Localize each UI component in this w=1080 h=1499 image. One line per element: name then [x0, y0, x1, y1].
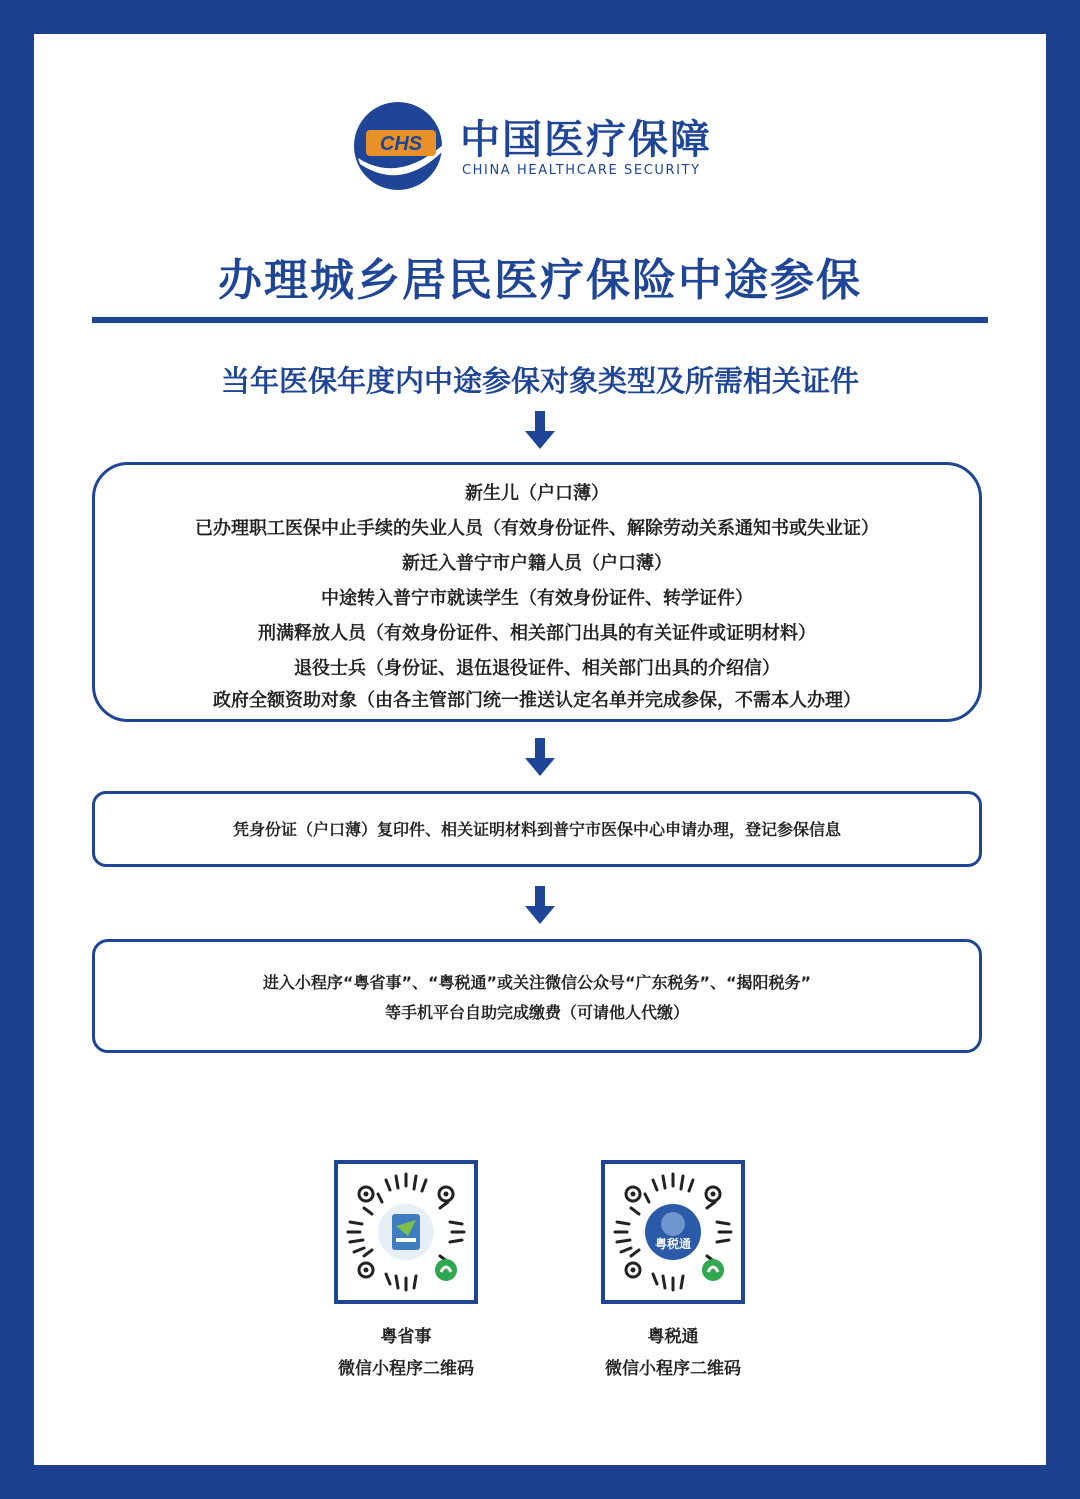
eligible-item-students: 中途转入普宁市就读学生（有效身份证件、转学证件）	[321, 588, 753, 609]
page-title: 办理城乡居民医疗保险中途参保	[218, 255, 862, 306]
logo-chinese-name: 中国医疗保障	[460, 117, 712, 163]
chs-emblem-text: CHS	[379, 133, 423, 155]
qr-pattern-icon	[605, 1164, 741, 1300]
eligible-item-unemployed: 已办理职工医保中止手续的失业人员（有效身份证件、解除劳动关系通知书或失业证）	[195, 518, 879, 539]
qr-center-label: 粤税通	[654, 1237, 692, 1251]
chs-logo	[352, 100, 732, 192]
qr-code-yueshuitong[interactable]	[601, 1160, 745, 1304]
section-subtitle: 当年医保年度内中途参保对象类型及所需相关证件	[220, 364, 859, 398]
qr-code-yueshengshi[interactable]	[334, 1160, 478, 1304]
arrow-down-icon	[525, 411, 555, 451]
qr-pattern-icon	[338, 1164, 474, 1300]
arrow-down-icon	[525, 886, 555, 926]
step-payment-line1: 进入小程序“粤省事”、“粤税通”或关注微信公众号“广东税务”、“揭阳税务”	[262, 973, 812, 992]
title-divider	[92, 317, 988, 323]
step-payment-box	[92, 939, 982, 1053]
qr-caption-yueshengshi: 微信小程序二维码	[338, 1359, 474, 1379]
eligible-groups-box	[92, 462, 982, 722]
step-register-text: 凭身份证（户口薄）复印件、相关证明材料到普宁市医保中心申请办理，登记参保信息	[232, 820, 841, 839]
eligible-item-released: 刑满释放人员（有效身份证件、相关部门出具的有关证件或证明材料）	[258, 623, 816, 644]
step-register-box	[92, 791, 982, 867]
eligible-item-veterans: 退役士兵（身份证、退伍退役证件、相关部门出具的介绍信）	[294, 658, 780, 679]
eligible-item-newborn: 新生儿（户口薄）	[465, 483, 609, 504]
qr-name-yueshuitong: 粤税通	[647, 1327, 699, 1347]
arrow-down-icon	[525, 738, 555, 778]
qr-caption-yueshuitong: 微信小程序二维码	[605, 1359, 741, 1379]
qr-name-yueshengshi: 粤省事	[380, 1327, 432, 1347]
logo-english-name: CHINA HEALTHCARE SECURITY	[462, 163, 701, 178]
eligible-item-migrants: 新迁入普宁市户籍人员（户口薄）	[402, 553, 672, 574]
chs-emblem-icon	[352, 100, 448, 192]
eligible-item-subsidized: 政府全额资助对象（由各主管部门统一推送认定名单并完成参保，不需本人办理）	[213, 690, 861, 711]
step-payment-line2: 等手机平台自助完成缴费（可请他人代缴）	[384, 1003, 689, 1022]
poster	[34, 34, 1046, 1465]
